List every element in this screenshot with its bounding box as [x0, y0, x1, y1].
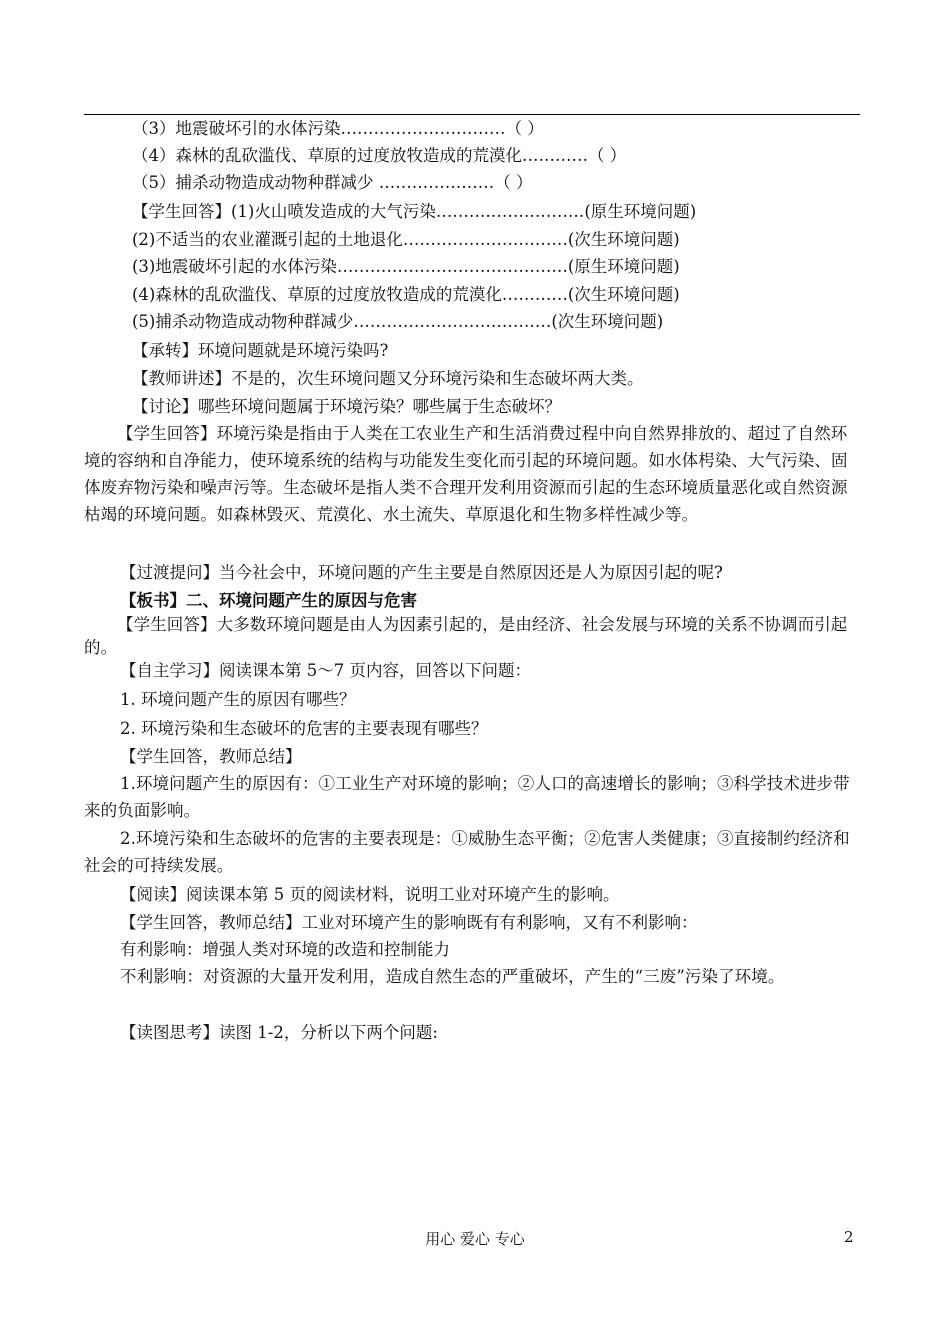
- answer-line-4: (4)森林的乱砍滥伐、草原的过度放牧造成的荒漠化…………(次生环境问题): [132, 285, 680, 304]
- transition-question: 【过渡提问】当今社会中，环境问题的产生主要是自然原因还是人为原因引起的呢?: [120, 563, 723, 582]
- answer-line-2: (2)不适当的农业灌溉引起的土地退化…………………………(次生环境问题): [132, 230, 680, 249]
- study-question-2: 2. 环境污染和生态破坏的危害的主要表现有哪些？: [120, 719, 488, 738]
- discussion-line: 【讨论】哪些环境问题属于环境污染？哪些属于生态破坏？: [132, 397, 561, 416]
- reading-line: 【阅读】阅读课本第 5 页的阅读材料，说明工业对环境产生的影响。: [120, 885, 620, 904]
- page-number: 2: [844, 1228, 854, 1246]
- question-line-4: （4）森林的乱砍滥伐、草原的过度放牧造成的荒漠化…………（ ）: [132, 146, 627, 165]
- self-study-line: 【自主学习】阅读课本第 5～7 页内容，回答以下问题：: [120, 661, 531, 680]
- positive-impact-line: 有利影响：增强人类对环境的改造和控制能力: [120, 940, 450, 959]
- transition-line: 【承转】环境问题就是环境污染吗?: [132, 341, 389, 360]
- summary-heading: 【学生回答，教师总结】: [120, 747, 302, 766]
- study-question-1: 1. 环境问题产生的原因有哪些？: [120, 690, 356, 709]
- negative-impact-paragraph: 不利影响：对资源的大量开发利用，造成自然生态的严重破坏，产生的“三废”污染了环境。: [120, 967, 785, 986]
- student-answer-paragraph: 【学生回答】环境污染是指由于人类在工农业生产和生活消费过程中向自然界排放的、超过了自然环境的容纳和自净能力，使环境系统的结构与功能发生变化而引起的环境问题。如水体枵染、大气污染、固体废弃物污染和噪声污等。生态破坏是指人类不合理开发利用资源而引起的生态环境质量恶化或自然资源枯竭的环境问题。如森林毁灭、荒漠化、水土流失、草原退化和生物多样性减少等。: [84, 424, 848, 524]
- question-line-5: （5）捕杀动物造成动物种群减少 …………………（ ）: [132, 173, 533, 192]
- board-heading: 【板书】二、环境问题产生的原因与危害: [120, 591, 417, 610]
- figure-thinking-line: 【读图思考】读图 1-2，分析以下两个问题:: [120, 1023, 438, 1042]
- question-line-3: （3）地震破坏引的水体污染…………………………（ ）: [132, 119, 544, 138]
- summary-point-2: 2.环境污染和生态破坏的危害的主要表现是：①威胁生态平衡；②危害人类健康；③直接制约经济和社会的可持续发展。: [84, 829, 850, 875]
- teacher-statement: 【教师讲述】不是的，次生环境问题又分环境污染和生态破坏两大类。: [132, 369, 644, 388]
- student-answer-causes: 【学生回答】大多数环境问题是由人为因素引起的，是由经济、社会发展与环境的关系不协调而引起的。: [84, 615, 848, 657]
- summary-point-1: 1.环境问题产生的原因有：①工业生产对环境的影响；②人口的高速增长的影响；③科学技术进步带来的负面影响。: [84, 774, 850, 820]
- header-rule: [84, 114, 860, 115]
- answer-line-5: (5)捕杀动物造成动物种群减少………………………………(次生环境问题): [132, 312, 664, 331]
- footer-motto: 用心 爱心 专心: [425, 1230, 525, 1248]
- answer-line-1: 【学生回答】(1)火山喷发造成的大气污染………………………(原生环境问题): [132, 202, 697, 221]
- answer-line-3: (3)地震破坏引起的水体污染……………………………………(原生环境问题): [132, 257, 680, 276]
- industry-impact-line: 【学生回答，教师总结】工业对环境产生的影响既有有利影响，又有不利影响：: [120, 913, 698, 932]
